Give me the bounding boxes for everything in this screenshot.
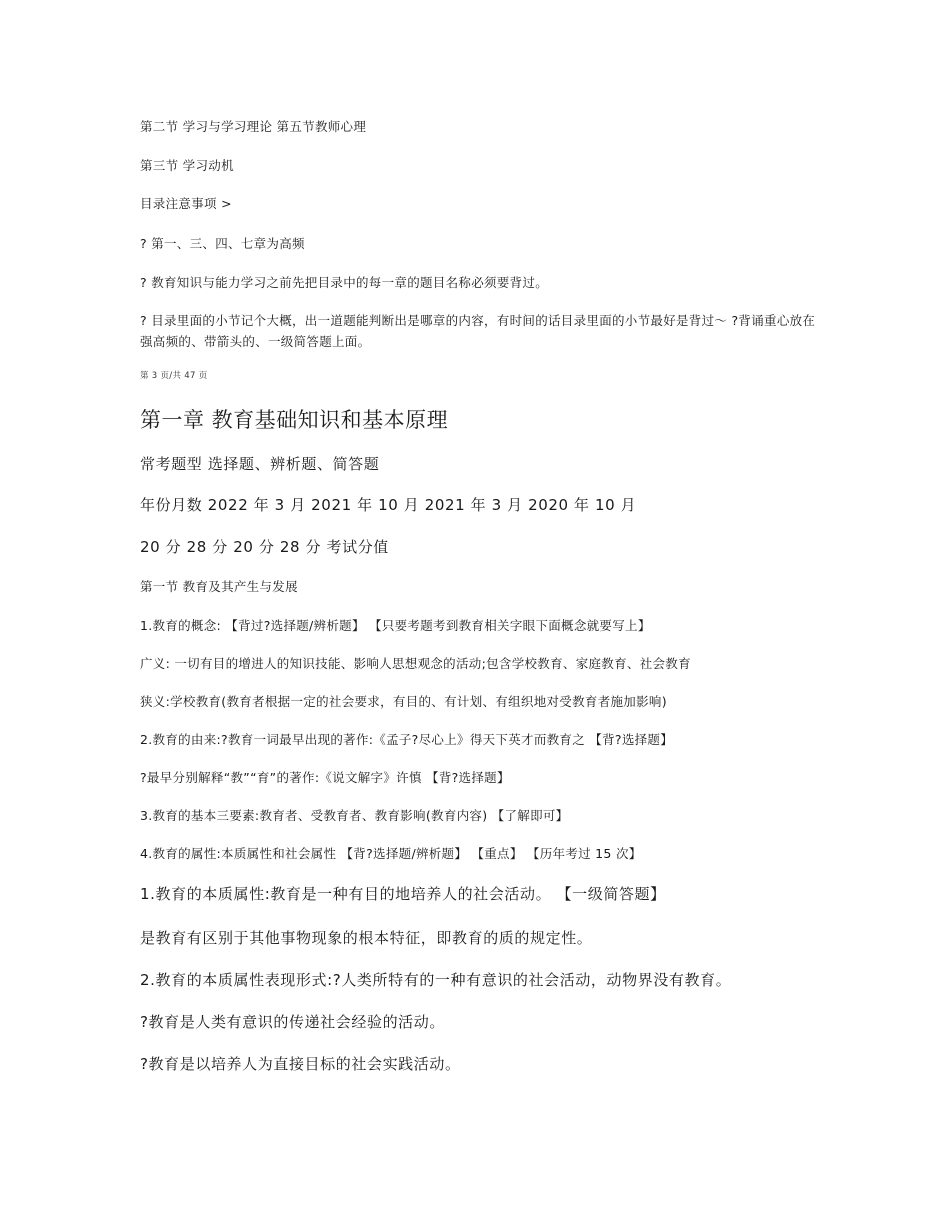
education-attributes: 4.教育的属性:本质属性和社会属性 【背?选择题/辨析题】 【重点】 【历年考过 15 次】 [140,846,642,861]
education-narrow-definition: 狭义:学校教育(教育者根据一定的社会要求，有目的、有计划、有组织地对受教育者施加影响) [140,694,667,709]
education-elements: 3.教育的基本三要素:教育者、受教育者、教育影响(教育内容) 【了解即可】 [140,808,569,823]
toc-notes-heading: 目录注意事项 > [140,196,232,211]
chapter-title: 第一章 教育基础知识和基本原理 [140,408,449,432]
education-essence-form-2: ?教育是人类有意识的传递社会经验的活动。 [140,1013,445,1031]
education-earliest-explanation: ?最早分别解释“教”“育”的著作:《说文解字》许慎 【背?选择题】 [140,770,510,785]
exam-types: 常考题型 选择题、辨析题、简答题 [140,455,380,473]
toc-line-section-3: 第三节 学习动机 [140,158,234,173]
exam-scores: 20 分 28 分 20 分 28 分 考试分值 [140,538,389,556]
toc-line-section-2: 第二节 学习与学习理论 第五节教师心理 [140,119,367,134]
exam-years: 年份月数 2022 年 3 月 2021 年 10 月 2021 年 3 月 2020 年 10 月 [140,496,637,514]
toc-note-high-frequency: ? 第一、三、四、七章为高频 [140,236,305,251]
education-broad-definition: 广义: 一切有目的增进人的知识技能、影响人思想观念的活动;包含学校教育、家庭教育、社会教育 [140,656,691,671]
education-essence-form-3: ?教育是以培养人为直接目标的社会实践活动。 [140,1055,461,1073]
toc-note-memorize-titles: ? 教育知识与能力学习之前先把目录中的每一章的题目名称必须要背过。 [140,275,549,290]
education-concept: 1.教育的概念: 【背过?选择题/辨析题】 【只要考题考到教育相关字眼下面概念就要写上】 [140,618,651,633]
toc-note-subsections: ? 目录里面的小节记个大概，出一道题能判断出是哪章的内容，有时间的话目录里面的小节最好是背过～ ?背诵重心放在强高频的、带箭头的、一级简答题上面。 [140,313,816,349]
section-1-title: 第一节 教育及其产生与发展 [140,579,298,594]
page-number: 第 3 页/共 47 页 [140,371,208,381]
education-origin: 2.教育的由来:?教育一词最早出现的著作:《孟子?尽心上》得天下英才而教育之 【背?选择题】 [140,732,674,747]
education-essence: 1.教育的本质属性:教育是一种有目的地培养人的社会活动。 【一级简答题】 [140,885,666,903]
education-essence-description: 是教育有区别于其他事物现象的根本特征，即教育的质的规定性。 [140,929,593,947]
education-essence-forms: 2.教育的本质属性表现形式:?人类所特有的一种有意识的社会活动，动物界没有教育。 [140,971,732,989]
